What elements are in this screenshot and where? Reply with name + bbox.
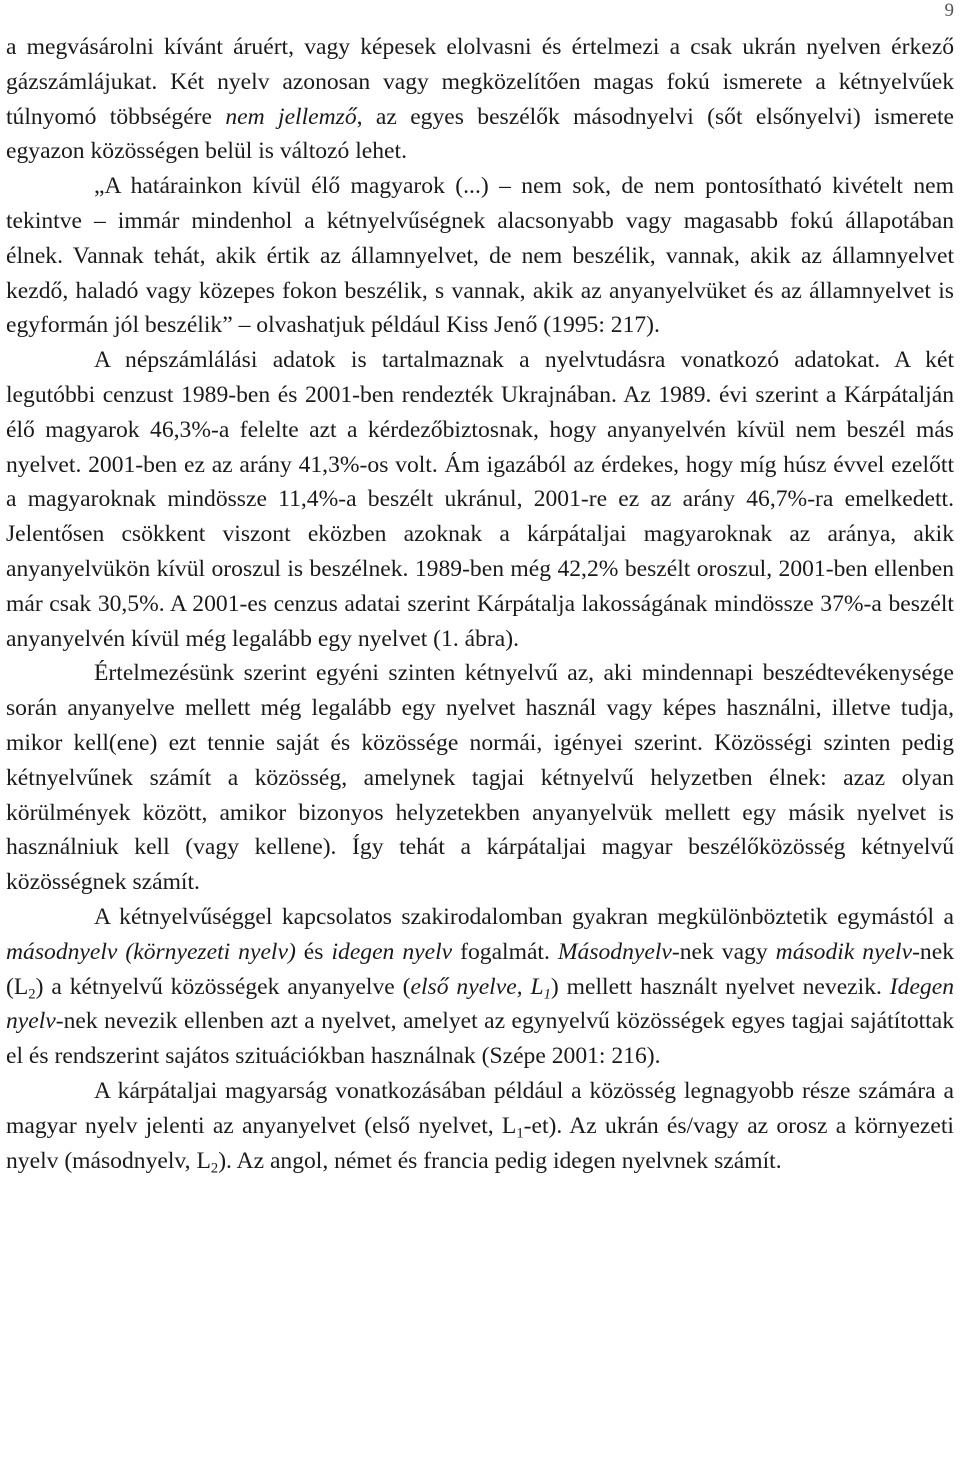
subscript: 1 bbox=[516, 1125, 524, 1142]
paragraph-5 bbox=[6, 900, 954, 1074]
text-run: ) mellett használt nyelvet nevezik. bbox=[550, 973, 890, 1000]
text-run: A kárpátaljai magyarság vonatkozásában például a közösség legnagyobb része számára a magyar nyelv jelenti az anyanyelvet (első nyelvet, L bbox=[6, 1077, 954, 1139]
emphasis: idegen nyelv bbox=[331, 938, 453, 965]
text-run: -nek vagy bbox=[671, 938, 776, 965]
emphasis: Másodnyelv bbox=[557, 938, 672, 965]
paragraph-1 bbox=[6, 30, 954, 169]
text-run: -et). Az ukrán és/vagy az orosz a környezeti nyelv (másodnyelv, L bbox=[6, 1112, 954, 1174]
text-run: ). Az angol, német és francia pedig idegen nyelvnek számít. bbox=[218, 1147, 782, 1174]
text-run: -nek nevezik ellenben azt a nyelvet, amelyet az egynyelvű közösségek egyes tagjai sajátítottak el és rendszerint sajátos szituációkban használnak (Szépe 2001: 216). bbox=[6, 1008, 954, 1070]
text-run: a megvásárolni kívánt áruért, vagy képesek elolvasni és értelmezi a csak ukrán nyelven érkező gázszámlájukat. Két nyelv azonosan vagy megközelítően magas fokú ismerete a kétnyelvűek túlnyomó többségére bbox=[6, 34, 954, 130]
text-run: -nek (L bbox=[6, 938, 954, 1000]
text-run: , az egyes beszélők másodnyelvi (sőt elsőnyelvi) ismerete egyazon közösségen belül is változó lehet. bbox=[6, 103, 954, 165]
emphasis: második nyelv bbox=[775, 938, 913, 965]
subscript: 2 bbox=[28, 985, 36, 1002]
emphasis: Idegen nyelv bbox=[6, 973, 954, 1035]
paragraph-3: A népszámlálási adatok is tartalmaznak a nyelvtudásra vonatkozó adatokat. A két legutóbbi cenzust 1989-ben és 2001-ben rendezték Ukrajnában. Az 1989. évi szerint a Kárpátalján élő magyarok 46,3%-a felelte azt a kérdezőbiztosnak, hogy anyanyelvén kívül nem beszél más nyelvet. 2001-ben ez az arány 41,3%-os volt. Ám igazából az érdekes, hogy míg húsz évvel ezelőtt a magyaroknak mindössze 11,4%-a beszélt ukránul, 2001-re ez az arány 46,7%-ra emelkedett. Jelentősen csökkent viszont eközben azoknak a kárpátaljai magyaroknak az aránya, akik anyanyelvükön kívül oroszul is beszélnek. 1989-ben még 42,2% beszélt oroszul, 2001-ben ellenben már csak 30,5%. A 2001-es cenzus adatai szerint Kárpátalja lakosságának mindössze 37%-a beszélt anyanyelvén kívül még legalább egy nyelvet (1. ábra). bbox=[6, 347, 954, 652]
emphasis: másodnyelv (környezeti nyelv) bbox=[6, 938, 296, 965]
document-body bbox=[6, 30, 954, 1178]
subscript: 2 bbox=[210, 1159, 219, 1176]
text-run: fogalmát. bbox=[452, 938, 558, 965]
text-run: első nyelve, L bbox=[410, 973, 544, 1000]
page-number: 9 bbox=[944, 0, 954, 21]
paragraph-2-quote: „A határainkon kívül élő magyarok (...) – nem sok, de nem pontosítható kivételt nem tekintve – immár mindenhol a kétnyelvűségnek alacsonyabb vagy magasabb fokú állapotában élnek. Vannak tehát, akik értik az államnyelvet, de nem beszélik, vannak, akik az államnyelvet kezdő, haladó vagy közepes fokon beszélik, s vannak, akik az anyanyelvüket és az államnyelvet is egyformán jól beszélik” – olvashatjuk például Kiss Jenő (1995: 217). bbox=[6, 173, 954, 339]
text-run: és bbox=[295, 938, 332, 965]
subscript: 1 bbox=[543, 985, 551, 1002]
paragraph-4: Értelmezésünk szerint egyéni szinten kétnyelvű az, aki mindennapi beszédtevékenysége során anyanyelve mellett még legalább egy nyelvet használ vagy képes használni, illetve tudja, mikor kell(ene) ezt tennie saját és közössége normái, igényei szerint. Közösségi szinten pedig kétnyelvűnek számít a közösség, amelynek tagjai kétnyelvű helyzetben élnek: azaz olyan körülmények között, amikor bizonyos helyzetekben anyanyelvük mellett egy másik nyelvet is használniuk kell (vagy kellene). Így tehát a kárpátaljai magyar beszélőközösség kétnyelvű közösségnek számít. bbox=[6, 660, 954, 896]
text-run: ) a kétnyelvű közösségek anyanyelve ( bbox=[35, 973, 411, 1000]
text-run: A kétnyelvűséggel kapcsolatos szakirodalomban gyakran megkülönböztetik egymástól a bbox=[94, 903, 954, 930]
paragraph-6 bbox=[6, 1074, 954, 1178]
emphasis bbox=[411, 974, 551, 1000]
emphasis: nem jellemző bbox=[225, 103, 357, 130]
